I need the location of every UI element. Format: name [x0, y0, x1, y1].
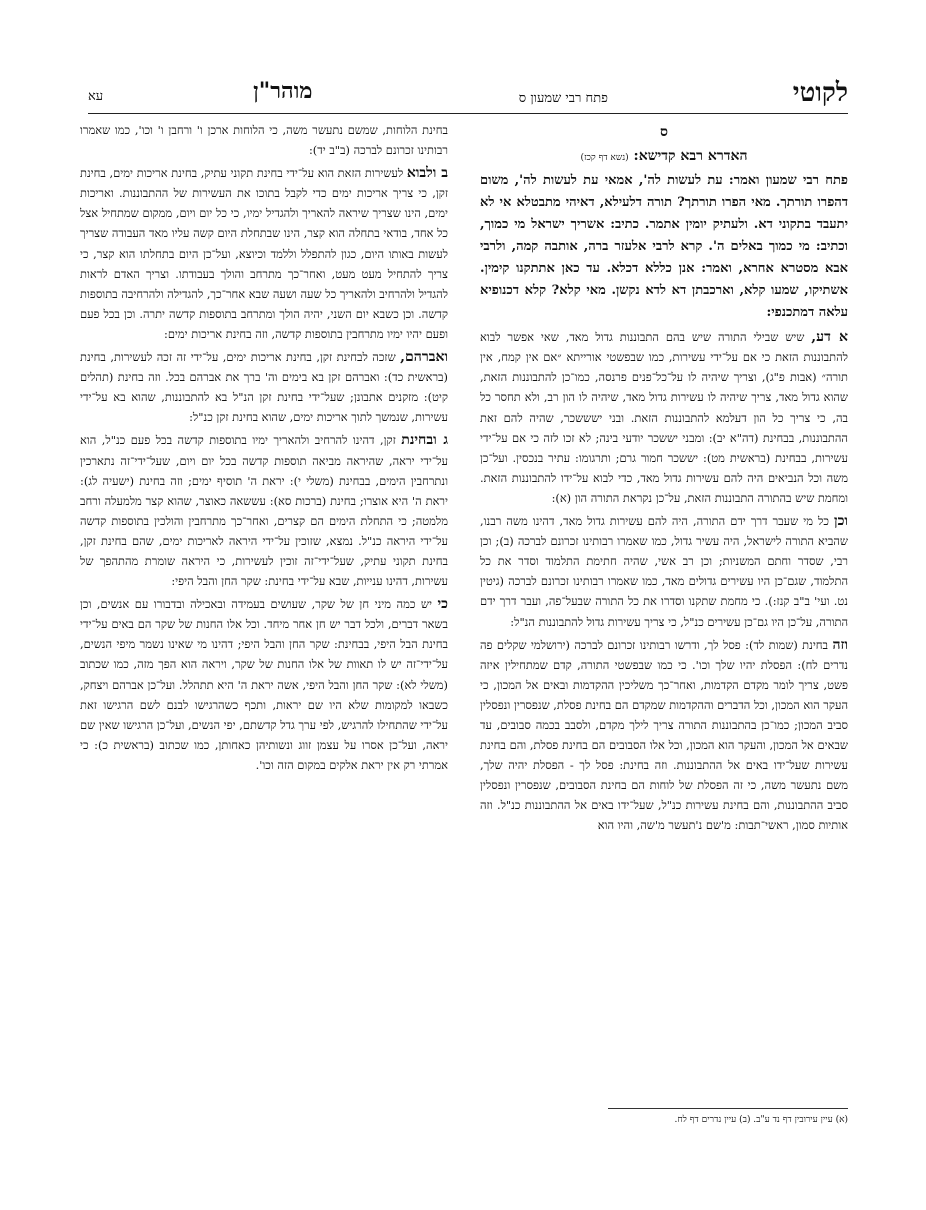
footnotes: (א) עיין עירובין דף נד ע"ב. (ב) עיין נדרים דף לח.: [674, 1115, 848, 1125]
paragraph-text: יש כמה מיני חן של שקר, שעושים בעמידה ובאכילה ובדבורו עם אנשים, וכן בשאר דברים, ולכל דבר יש חן אחר מיחד. וכל אלו החנות של שקר הם באים על־ידי בחינת הבל היפי, בבחינת: שקר החן והבל היפי; דהינו מי שאינו נשמר מיפי הנשים, על־ידי־זה יש לו תאוות של אלו החנות של שקר, ויראה הוא הפך מזה, כמו שכתוב (משלי לא): שקר החן והבל היפי, אשה יראת ה' היא תתהלל. ועל־כן אברהם ויצחק, כשבאו למקומות שלא היו שם יראות, ותכף כשהרגישו לבנם לשם הרגישו זאת על־ידי שהתחילו להרגיש, לפי ערך גדל קדשתם, יפי הנשים, ועל־כן הרגישו שאין שם יראה, ועל־כן אסרו על עצמן זווג ונשותיהן כאחותן, כמו שכתוב (בראשית כ): כי אמרתי רק אין יראת אלקים במקום הזה וכו'.: [80, 597, 448, 772]
paragraph-lead: וזה: [832, 636, 848, 653]
paragraph: [480, 635, 848, 836]
paragraph-text: כל מי שעבר דרך ידם התורה, היה להם עשירות גדול מאד, דהינו משה רבנו, שהביא התורה לישראל, היה עשיר גדול, כמו שאמרו רבותינו זכרונם לברכה (ב); וכן רבי, שסדר וחתם המשניות; וכן רב אשי, שהיה חתימת התלמוד וסדר את כל התלמוד, שגם־כן היו עשירים גדולים מאד, כמו שאמרו רבותינו זכרונם לברכה (גיטין נט. ועי' ב"ב קנז:). כי מחמת שתקנו וסדרו את כל התורה שבעל־פה, ועבר דרך ידם התורה, על־כן היו גם־כן עשירים כנ"ל, כי צריך עשירות גדול להתבוננות הנ"ל:: [480, 514, 848, 629]
paragraph-lead: וכן: [834, 513, 848, 530]
book-title: לקוטי: [792, 78, 848, 108]
paragraph: בחינת הלוחות, שמשם נתעשר משה, כי הלוחות ארכן ו' ורחבן ו' וכו', כמו שאמרו רבותינו זכרונם לברכה (ב"ב יד):: [80, 123, 448, 158]
paragraph: [80, 163, 448, 344]
zohar-heading: [480, 146, 848, 168]
zohar-quote: פתח רבי שמעון ואמר: עת לעשות לה', אמאי עת לעשות לה', משום דהפרו תורתך. מאי הפרו תורתך? תורה דלעילא, דאיהי מתבטלא אי לא יתעבד בתקוני דא. ולעתיק יומין אתמר. כתיב: אשריך ישראל מי כמוך, וכתיב: מי כמוך באלים ה'. קרא לרבי אלעזר ברה, אותבה קמה, ולרבי אבא מסטרא אחרא, ואמר: אנן כללא דכלא. עד כאן אתתקנו קימין. אשתיקו, שמעו קלא, וארכבתן דא לדא נקשן. מאי קלא? קלא דכנופיא עלאה דמתכנפי:: [480, 173, 848, 321]
paragraph-text: בחינת (שמות לד): פסל לך, ודרשו רבותינו זכרונם לברכה (ירושלמי שקלים פה נדרים לח): הפסלת יהיו שלך וכו'. כי כמו שבפשטי התורה, קדם שמתחילין איזה פשט, צריך לומר מקדם הקדמות, ואחר־כך משליכין ההקדמות ובאים אל המכון, כי העקר הוא המכון, וכל הדברים וההקדמות שמקדם הם בחינת פסלת, שנפסרין ונפסלין סביב המכון; כמו־כן בהתבוננות התורה צריך לילך מקדם, ולסבב בכמה סבובים, עד שבאים אל המכון, והעקר הוא המכון, וכל אלו הסבובים הם בחינת פסלת, והם בחינת עשירות שעל־ידו באים אל ההתבוננות. וזה בחינת: פסל לך - הפסלת יהיה שלך, משם נתעשר משה, כי זה הפסלת של לוחות הם בחינת הסבובים, שנפסרין ונפסלין סביב ההתבוננות, והם בחינת עשירות כנ"ל, שעל־ידו באים אל ההתבוננות כנ"ל. וזה אותיות סמון, ראשי־תבות: מ'שם נ'תעשר מ'שה, והיו הוא: [480, 637, 848, 833]
left-column: [80, 120, 448, 1100]
footnote-rule: [608, 1108, 848, 1109]
right-column: [480, 120, 848, 1100]
author-title: מוהר"ן: [253, 78, 313, 104]
paragraph: [80, 430, 448, 591]
paragraph-text: שזכה לבחינת זקן, בחינת אריכות ימים, על־ידי זה זכה לעשירות, בחינת (בראשית כד): ואברהם זקן בא בימים וה' ברך את אברהם בכל. וזה בחינת (תהלים קיט): מזקנים אתבונן; שעל־ידי בחינת זקן הנ"ל בא להתבוננות, שהוא בא על־ידי עשירות, שנמשך לתוך אריכות ימים, שהוא בחינת זקן כנ"ל:: [80, 350, 448, 425]
header-rule: [88, 113, 848, 114]
paragraph-text: שיש שבילי התורה שיש בהם התבוננות גדול מאד, שאי אפשר לבוא להתבוננות הזאת כי אם על־ידי עשירות, כמו שבפשטי אורייתא ״אם אין קמח, אין תורה״ (אבות פ"ג), וצריך שיהיה לו על־כל־פנים פרנסה, כמו־כן להתבוננות הזאת, שהוא גדול מאד, צריך שיהיה לו עשירות גדול מאד, שיהיה לו הון רב, ולא תחסר כל בה, כי צריך כל הון דעלמא להתבוננות הזאת. ובני ישששכר, שהיה להם זאת ההתבוננות, בבחינת (דה"א יב): ומבני יששכר יודעי בינה; לא זכו לזה כי אם על־ידי עשירות, בבחינת (בראשית מט): יששכר חמור גרם; ותרגומו: עתיר בנכסין. ועל־כן משה וכל הנביאים היה להם עשירות גדול מאד, כדי לבוא על־ידו להתבוננות הזאת. ומחמת שיש בהתורה התבוננות הזאת, על־כן נקראת התורה הון (א):: [480, 330, 848, 505]
paragraph-lead: כי: [437, 596, 448, 613]
paragraph: [480, 511, 848, 632]
page-number: עא: [88, 89, 104, 104]
paragraph: [80, 594, 448, 775]
paragraph-lead: ואברהם,: [400, 349, 448, 366]
running-header: [88, 78, 848, 114]
zohar-heading-text: האדרא רבא קדישא:: [633, 148, 748, 165]
zohar-heading-source: (נשא דף קכז): [580, 153, 629, 164]
paragraph: [480, 327, 848, 508]
paragraph-lead: ב ולבוא: [406, 165, 448, 182]
header-left: [88, 78, 312, 104]
paragraph-text: לעשירות הזאת הוא על־ידי בחינת תקוני עתיק, בחינת אריכות ימים, בחינת זקן, כי צריך אריכות ימים כדי לקבל בתוכו את העשירות של ההתבוננות. ואריכות ימים, הינו שצריך שיראה להאריך ולהגדיל ימיו, כי כל יום ויום, ממקום שמתחיל אצל כל אחד, בודאי בתחלה הוא קצר, הינו שבתחלת היום קשה עליו מאד העבודה שצריך לעשות באותו היום, כגון להתפלל וללמד וכיוצא, ועל־כן היום בתחלתו הוא קצר, כי צריך להתחיל מעט מעט, ואחר־כך מתרחב והולך בעבודתו. וצריך האדם לראות להגדיל ולהרחיב ולהאריך כל שעה ושעה שבא אחר־כך, להגדילה ולהרחיבה בתוספות קדשה. וכן כשבא יום השני, יהיה הולך ומתרחב בתוספות קדשה יתרה. וכן בכל פעם ופעם יהיו ימיו מתרחבין בתוספות קדשה, וזה בחינת אריכות ימים:: [80, 166, 448, 341]
paragraph-lead: ג ובחינת: [401, 432, 448, 449]
paragraph: [80, 347, 448, 427]
section-title: פתח רבי שמעון ס: [518, 91, 608, 106]
paragraph-text: זקן, דהינו להרחיב ולהאריך ימיו בתוספות קדשה בכל פעם כנ"ל, הוא על־ידי יראה, שהיראה מביאה תוספות קדשה בכל יום ויום, שעל־ידי־זה נתארכין ונתרחבין הימים, בבחינת (משלי י): יראת ה' תוסיף ימים; וזה בחינת (ישעיה לג): יראת ה' היא אוצרו; בחינת (ברכות סא): עששאה כאוצר, שהוא קצר מלמעלה ורחב מלמטה; כי התחלת הימים הם קצרים, ואחר־כך מתרחבין והולכין בתוספות קדשה על־ידי היראה כנ"ל. נמצא, שזוכין על־ידי היראה לאריכות ימים, שהם בחינת זקן, בחינת תקוני עתיק, שעל־ידי־זה זוכין לעשירות, כי היראה שומרת מהתהפך של עשירות, דהינו ענייות, שבא על־ידי בחינת: שקר החן והבל היפי:: [80, 433, 448, 589]
paragraph-lead: א דע,: [811, 329, 848, 346]
torah-number: ס: [660, 124, 668, 140]
